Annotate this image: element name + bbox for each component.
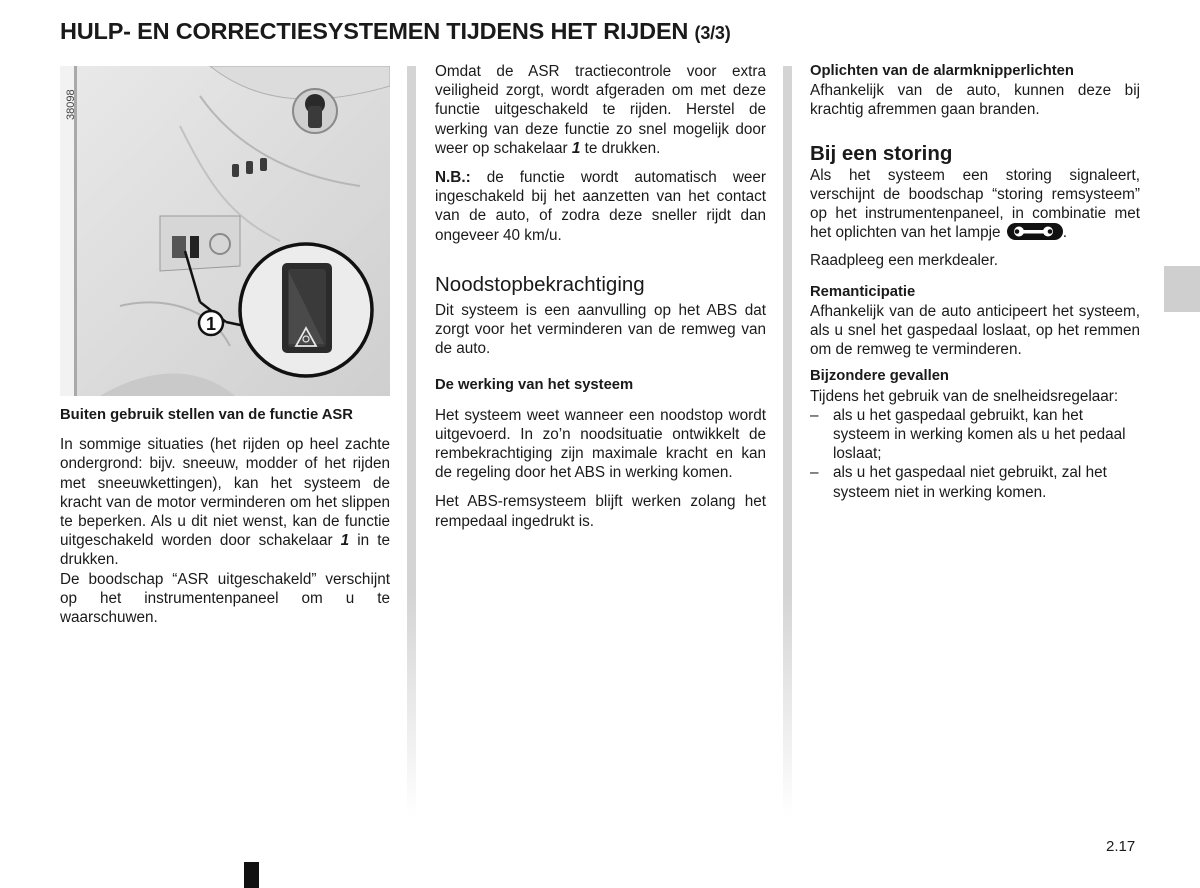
right-column: [810, 62, 1140, 502]
anticipation-heading: Remanticipatie: [810, 283, 916, 300]
figure-code: 38098: [65, 89, 77, 120]
wrench-warning-lamp-icon: [1007, 223, 1063, 240]
asr-p1-text-b: in te drukken.: [60, 532, 390, 569]
column-divider-right: [783, 66, 792, 818]
safety-text-b: te drukken.: [580, 139, 661, 157]
nb-paragraph: [435, 168, 766, 245]
list-item: – als u het gaspedaal gebruikt, kan het systeem in werking komen als u het pedaal loslaat;: [810, 406, 1140, 464]
list-item: – als u het gaspedaal niet gebruikt, zal het systeem niet in werking komen.: [810, 463, 1140, 501]
asr-paragraph-1: [60, 435, 390, 569]
fault-heading: Bij een storing: [810, 141, 953, 165]
dashboard-illustration: [60, 66, 390, 396]
special-cases-heading: Bijzondere gevallen: [810, 368, 949, 385]
emergency-brake-heading: Noodstopbekrachtiging: [435, 272, 645, 296]
title-part: (3/3): [694, 23, 731, 43]
callout-label-1: 1: [205, 314, 217, 334]
switch-ref-2: 1: [571, 139, 581, 157]
fault-text-b: .: [1062, 224, 1067, 242]
hazard-lights-paragraph: Afhankelijk van de auto, kunnen deze bij krachtig afremmen gaan branden.: [810, 82, 1140, 119]
middle-column: [435, 62, 766, 531]
chapter-tab-marker: [1164, 266, 1200, 312]
system-operation-paragraph: Het systeem weet wanneer een noodstop wordt uitgevoerd. In zo’n noodsituatie ontwikkelt de rembekrachtiging zijn maximale kracht en kan de regeling door het ABS in werking komen.: [435, 406, 766, 482]
dashboard-drawing: [60, 66, 390, 396]
asr-safety-paragraph: [435, 62, 766, 158]
asr-p1-text-a: In sommige situaties (het rijden op heel zachte ondergrond: bijv. sneeuw, modder of het rijden met sneeuwkettingen), kan het systeem de kracht van de motor verminderen om het slippen te beperken. Als u dit niet wenst, kan de functie uitgeschakeld worden door schakelaar: [60, 436, 390, 550]
fault-paragraph: [810, 166, 1140, 243]
safety-text-a: Omdat de ASR tractiecontrole voor extra veiligheid zorgt, wordt afgeraden om met deze functie uitgeschakeld te rijden. Herstel de werking van deze functie zo snel mogelijk door weer op schakelaar: [435, 63, 766, 157]
left-column: [60, 62, 390, 627]
page-title: [60, 18, 731, 45]
nb-text: de functie wordt automatisch weer ingeschakeld bij het aanzetten van het contact van de auto, of zodra deze sneller rijdt dan ongeveer 40 km/u.: [435, 169, 766, 244]
nb-label: N.B.:: [435, 169, 471, 187]
column-divider-left: [407, 66, 416, 818]
special-cases-list: [810, 406, 1140, 502]
bottom-edge-mark: [244, 862, 259, 888]
emergency-brake-paragraph: Dit systeem is een aanvulling op het ABS dat zorgt voor het verminderen van de remweg van de auto.: [435, 301, 766, 358]
special-cases-paragraph: Tijdens het gebruik van de snelheidsregelaar:: [810, 387, 1119, 405]
anticipation-paragraph: Afhankelijk van de auto anticipeert het systeem, als u snel het gaspedaal loslaat, op het remmen om de remweg te verminderen.: [810, 302, 1140, 359]
page-number: 2.17: [1106, 838, 1136, 855]
dealer-paragraph: Raadpleeg een merkdealer.: [810, 252, 998, 270]
asr-paragraph-2: De boodschap “ASR uitgeschakeld” verschijnt op het instrumentenpaneel om u te waarschuwen.: [60, 570, 390, 627]
fault-text-a: Als het systeem een storing signaleert, verschijnt de boodschap “storing remsysteem” op het instrumentenpaneel, in combinatie met het oplichten van het lampje: [810, 166, 1140, 242]
asr-heading: Buiten gebruik stellen van de functie ASR: [60, 407, 353, 423]
system-operation-heading: De werking van het systeem: [435, 377, 634, 394]
switch-ref-1: 1: [340, 532, 350, 550]
hazard-lights-heading: Oplichten van de alarmknipperlichten: [810, 63, 1074, 79]
abs-paragraph: Het ABS-remsysteem blijft werken zolang het rempedaal ingedrukt is.: [435, 493, 766, 530]
title-text: HULP- EN CORRECTIESYSTEMEN TIJDENS HET RIJDEN: [60, 18, 689, 44]
